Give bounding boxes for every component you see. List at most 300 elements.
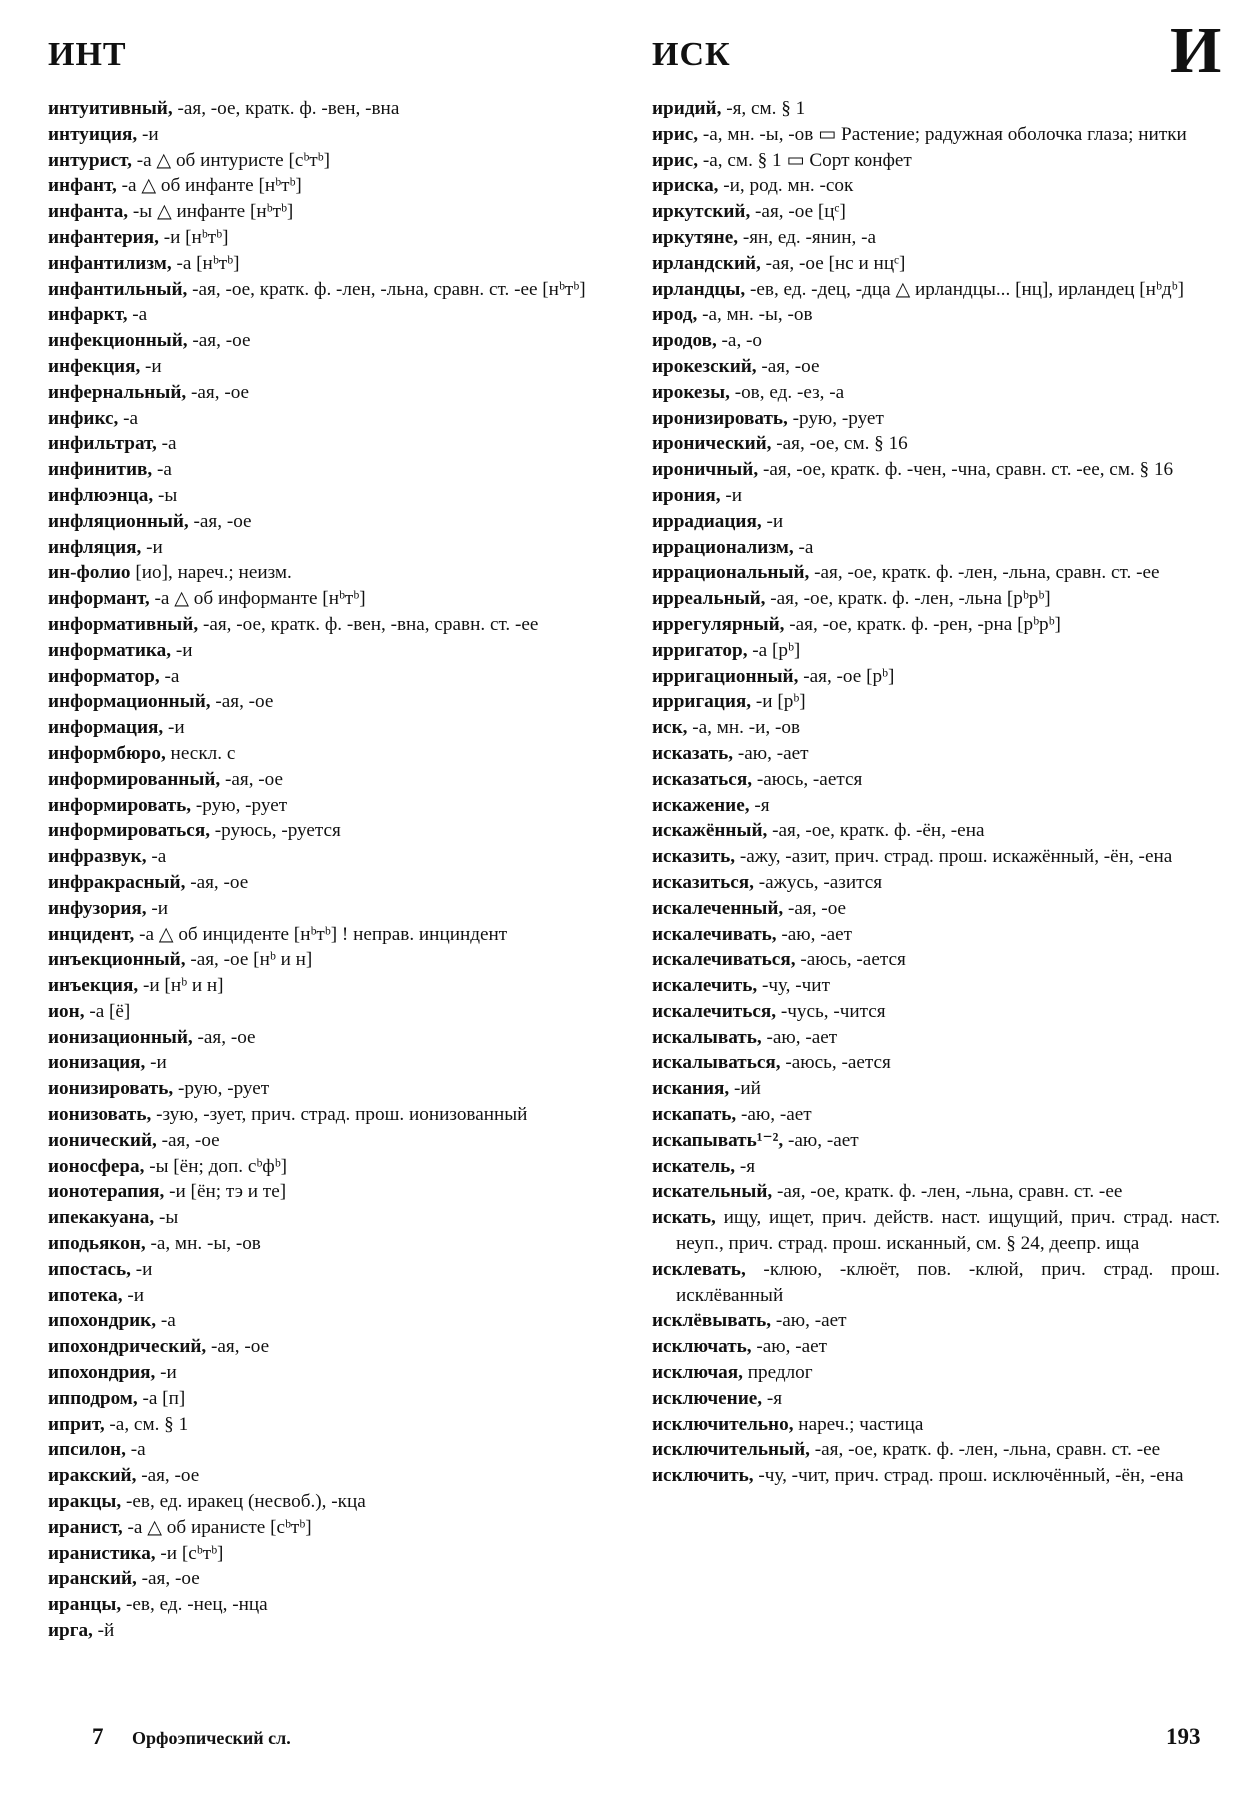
entry-definition: -я, см. § 1 bbox=[721, 98, 806, 119]
dictionary-entry bbox=[48, 973, 614, 999]
entry-definition: нескл. с bbox=[165, 742, 236, 764]
entry-headword: информированный, bbox=[48, 768, 221, 790]
entry-definition: -а △ об инциденте [нᵇтᵇ] ! неправ. инциндент bbox=[134, 923, 508, 945]
entry-definition: -аю, -ает bbox=[733, 742, 809, 764]
dictionary-entry bbox=[48, 1489, 614, 1515]
entry-headword: исклевать, bbox=[652, 1258, 746, 1280]
dictionary-entry bbox=[652, 973, 1220, 999]
entry-definition: -чусь, -чится bbox=[776, 1000, 886, 1022]
left-guide-word: ИНТ bbox=[48, 36, 127, 73]
entry-definition: -чу, -чит bbox=[757, 975, 830, 997]
entry-definition: -ев, ед. -нец, -нца bbox=[121, 1594, 268, 1616]
entry-definition: -ая, -ое bbox=[192, 1026, 256, 1048]
entry-headword: ирис, bbox=[652, 123, 699, 145]
entry-definition: -ая, -ое, кратк. ф. -лен, -льна, сравн. ст. -ее [нᵇтᵇ] bbox=[187, 278, 586, 300]
entry-headword: искалеченный, bbox=[652, 897, 784, 919]
entry-definition: -и bbox=[140, 355, 162, 377]
left-column bbox=[48, 96, 614, 1644]
dictionary-entry bbox=[652, 96, 1220, 122]
entry-definition: -и [сᵇтᵇ] bbox=[155, 1542, 224, 1564]
entry-headword: инфаркт, bbox=[48, 304, 128, 326]
entry-headword: инфантильный, bbox=[48, 278, 188, 300]
dictionary-entry bbox=[48, 1257, 614, 1283]
entry-definition: -ая, -ое, кратк. ф. -лен, -льна [рᵇрᵇ] bbox=[765, 588, 1051, 610]
entry-definition: -чу, -чит, прич. страд. прош. исключённый, -ён, -ена bbox=[753, 1465, 1184, 1487]
dictionary-entry bbox=[48, 225, 614, 251]
dictionary-entry bbox=[652, 302, 1220, 328]
signature-title: Орфоэпический сл. bbox=[132, 1728, 291, 1748]
entry-headword: ирод, bbox=[652, 304, 698, 326]
entry-headword: инцидент, bbox=[48, 923, 135, 945]
dictionary-entry bbox=[652, 1102, 1220, 1128]
entry-headword: ипотека, bbox=[48, 1284, 123, 1306]
entry-headword: информатор, bbox=[48, 665, 160, 687]
dictionary-entry bbox=[48, 560, 614, 586]
entry-definition: предлог bbox=[742, 1362, 813, 1384]
entry-headword: инфракрасный, bbox=[48, 871, 186, 893]
entry-headword: инфинитив, bbox=[48, 459, 153, 481]
entry-definition: -ы bbox=[154, 1207, 179, 1229]
entry-headword: инфильтрат, bbox=[48, 433, 157, 455]
entry-headword: иск, bbox=[652, 717, 688, 739]
entry-headword: исключительно, bbox=[652, 1413, 794, 1435]
dictionary-entry bbox=[652, 122, 1220, 148]
dictionary-entry bbox=[48, 1618, 614, 1644]
entry-definition: -а, мн. -ы, -ов bbox=[697, 304, 813, 326]
entry-headword: иранистика, bbox=[48, 1542, 156, 1564]
dictionary-entry bbox=[652, 251, 1220, 277]
dictionary-entry bbox=[652, 1386, 1220, 1412]
dictionary-entry bbox=[652, 767, 1220, 793]
dictionary-entry bbox=[652, 793, 1220, 819]
entry-headword: исказаться, bbox=[652, 768, 753, 790]
dictionary-entry bbox=[652, 999, 1220, 1025]
dictionary-entry bbox=[48, 1205, 614, 1231]
dictionary-entry bbox=[652, 431, 1220, 457]
entry-headword: ин-фолио bbox=[48, 562, 131, 584]
entry-definition: -ая, -ое bbox=[206, 1336, 270, 1358]
dictionary-entry bbox=[652, 664, 1220, 690]
entry-definition: -ов, ед. -ез, -а bbox=[729, 381, 845, 403]
dictionary-entry bbox=[48, 251, 614, 277]
dictionary-entry bbox=[652, 715, 1220, 741]
dictionary-entry bbox=[652, 1128, 1220, 1154]
dictionary-entry bbox=[48, 767, 614, 793]
entry-definition: -а bbox=[156, 433, 177, 455]
entry-definition: -аю, -ает bbox=[783, 1129, 859, 1151]
page-number: 193 bbox=[1166, 1724, 1201, 1749]
entry-headword: инфекция, bbox=[48, 355, 141, 377]
entry-headword: исказать, bbox=[652, 742, 734, 764]
entry-headword: ионизировать, bbox=[48, 1078, 174, 1100]
dictionary-entry bbox=[48, 1515, 614, 1541]
dictionary-entry bbox=[48, 380, 614, 406]
entry-headword: ирригация, bbox=[652, 691, 752, 713]
entry-headword: инфанта, bbox=[48, 201, 129, 223]
entry-definition: -клюю, -клюёт, пов. -клюй, прич. страд. прош. исклёванный bbox=[676, 1258, 1220, 1306]
entry-headword: иррациональный, bbox=[652, 562, 810, 584]
dictionary-entry bbox=[48, 535, 614, 561]
entry-headword: ирландцы, bbox=[652, 278, 746, 300]
dictionary-entry bbox=[652, 328, 1220, 354]
dictionary-entry bbox=[48, 922, 614, 948]
entry-definition: -и bbox=[155, 1362, 177, 1384]
entry-definition: -я bbox=[762, 1387, 783, 1409]
entry-headword: иранский, bbox=[48, 1568, 137, 1590]
dictionary-entry bbox=[48, 96, 614, 122]
entry-definition: -ая, -ое [нᵇ и н] bbox=[185, 949, 313, 971]
entry-headword: иродов, bbox=[652, 330, 717, 352]
entry-definition: -ая, -ое bbox=[210, 691, 274, 713]
entry-headword: исключительный, bbox=[652, 1439, 810, 1461]
dictionary-entry bbox=[652, 741, 1220, 767]
entry-headword: иранцы, bbox=[48, 1594, 122, 1616]
entry-definition: -ая, -ое bbox=[188, 510, 252, 532]
entry-definition: -я bbox=[735, 1155, 756, 1177]
entry-definition: -и bbox=[122, 1284, 145, 1306]
entry-definition: -и [нᵇ и н] bbox=[138, 975, 224, 997]
entry-definition: -а, см. § 1 ▭ Сорт конфет bbox=[698, 149, 912, 171]
dictionary-entry bbox=[48, 199, 614, 225]
entry-headword: ирригационный, bbox=[652, 665, 799, 687]
entry-headword: ирландский, bbox=[652, 252, 761, 274]
dictionary-entry bbox=[48, 1154, 614, 1180]
entry-headword: инъекция, bbox=[48, 975, 139, 997]
entry-definition: -и bbox=[720, 484, 743, 506]
entry-headword: ириска, bbox=[652, 175, 719, 197]
dictionary-entry bbox=[48, 1231, 614, 1257]
dictionary-entry bbox=[48, 1128, 614, 1154]
entry-definition: -зую, -зует, прич. страд. прош. ионизованный bbox=[151, 1104, 528, 1126]
entry-headword: инфлюэнца, bbox=[48, 484, 154, 506]
entry-definition: -и bbox=[761, 510, 784, 532]
entry-definition: -я bbox=[749, 794, 770, 816]
dictionary-entry bbox=[48, 844, 614, 870]
dictionary-entry bbox=[48, 354, 614, 380]
entry-headword: иприт, bbox=[48, 1413, 105, 1435]
entry-headword: искалываться, bbox=[652, 1052, 781, 1074]
entry-definition: -а, мн. -ы, -ов ▭ Растение; радужная оболочка глаза; нитки bbox=[698, 123, 1187, 145]
dictionary-entry bbox=[48, 483, 614, 509]
dictionary-entry bbox=[48, 638, 614, 664]
entry-definition: -аю, -ает bbox=[751, 1336, 828, 1358]
entry-headword: иронизировать, bbox=[652, 407, 788, 429]
entry-headword: ипостась, bbox=[48, 1258, 131, 1280]
entry-headword: ионизация, bbox=[48, 1052, 146, 1074]
entry-definition: -аю, -ает bbox=[736, 1104, 812, 1126]
dictionary-entry bbox=[48, 302, 614, 328]
dictionary-entry bbox=[652, 896, 1220, 922]
entry-definition: -а [рᵇ] bbox=[747, 639, 801, 661]
entry-headword: ирга, bbox=[48, 1620, 93, 1642]
dictionary-entry bbox=[48, 1025, 614, 1051]
entry-headword: ионосфера, bbox=[48, 1155, 145, 1177]
dictionary-entry bbox=[48, 715, 614, 741]
entry-headword: иркутский, bbox=[652, 201, 751, 223]
entry-headword: инфузория, bbox=[48, 897, 147, 919]
entry-definition: -ая, -ое, кратк. ф. -лен, -льна, сравн. ст. -ее bbox=[772, 1181, 1123, 1203]
entry-headword: ирокезский, bbox=[652, 355, 757, 377]
dictionary-entry bbox=[652, 818, 1220, 844]
entry-headword: ипсилон, bbox=[48, 1439, 126, 1461]
entry-definition: -ая, -ое, см. § 16 bbox=[771, 433, 908, 455]
entry-headword: исклёвывать, bbox=[652, 1310, 772, 1332]
entry-headword: искалечить, bbox=[652, 975, 758, 997]
entry-definition: -руюсь, -руется bbox=[210, 820, 341, 842]
dictionary-entry bbox=[652, 1205, 1220, 1257]
entry-headword: иракский, bbox=[48, 1465, 137, 1487]
dictionary-entry bbox=[48, 1386, 614, 1412]
entry-headword: исказиться, bbox=[652, 871, 754, 893]
entry-headword: инфляционный, bbox=[48, 510, 189, 532]
entry-definition: -ая, -ое bbox=[185, 871, 249, 893]
dictionary-entry bbox=[48, 1334, 614, 1360]
entry-headword: информант, bbox=[48, 588, 150, 610]
entry-headword: искательный, bbox=[652, 1181, 773, 1203]
entry-definition: -ая, -ое, кратк. ф. -лен, -льна, сравн. ст. -ее bbox=[809, 1439, 1161, 1461]
entry-definition: -ев, ед. иракец (несвоб.), -кца bbox=[121, 1491, 366, 1513]
entry-definition: -ажусь, -азится bbox=[753, 871, 883, 893]
dictionary-entry bbox=[48, 664, 614, 690]
entry-headword: ион, bbox=[48, 1000, 85, 1022]
entry-definition: -а, мн. -и, -ов bbox=[687, 717, 801, 739]
entry-headword: интуитивный, bbox=[48, 98, 173, 119]
dictionary-entry bbox=[652, 1076, 1220, 1102]
entry-headword: исключить, bbox=[652, 1465, 754, 1487]
entry-definition: -а [ё] bbox=[84, 1000, 131, 1022]
entry-headword: инфант, bbox=[48, 175, 117, 197]
dictionary-entry bbox=[48, 509, 614, 535]
entry-definition: -ян, ед. -янин, -а bbox=[738, 226, 877, 248]
entry-definition: -и bbox=[141, 536, 163, 558]
entry-definition: -а △ об инфанте [нᵇтᵇ] bbox=[116, 175, 302, 197]
dictionary-entry bbox=[652, 844, 1220, 870]
entry-headword: иранист, bbox=[48, 1516, 123, 1538]
entry-definition: -ая, -ое bbox=[220, 768, 284, 790]
entry-definition: -аюсь, -ается bbox=[795, 949, 906, 971]
entry-definition: -рую, -рует bbox=[173, 1078, 270, 1100]
entry-headword: инфразвук, bbox=[48, 846, 147, 868]
entry-definition: -и [ён; тэ и те] bbox=[164, 1181, 287, 1203]
entry-headword: ирония, bbox=[652, 484, 721, 506]
dictionary-entry bbox=[48, 1412, 614, 1438]
entry-headword: иподьякон, bbox=[48, 1233, 146, 1255]
entry-definition: -ая, -ое, кратк. ф. -ён, -ена bbox=[767, 820, 985, 842]
dictionary-entry bbox=[652, 1437, 1220, 1463]
entry-headword: иррадиация, bbox=[652, 510, 762, 532]
entry-headword: ипекакуана, bbox=[48, 1207, 155, 1229]
entry-definition: -а bbox=[146, 846, 167, 868]
dictionary-entry bbox=[652, 277, 1220, 303]
entry-headword: ипохондрия, bbox=[48, 1362, 156, 1384]
entry-definition: -ы △ инфанте [нᵇтᵇ] bbox=[128, 201, 294, 223]
entry-headword: искапывать¹⁻², bbox=[652, 1129, 784, 1151]
entry-definition: -а bbox=[127, 304, 148, 326]
entry-definition: -ий bbox=[729, 1078, 761, 1100]
entry-headword: иркутяне, bbox=[652, 226, 739, 248]
entry-definition: -аю, -ает bbox=[771, 1310, 847, 1332]
entry-headword: ионизационный, bbox=[48, 1026, 193, 1048]
entry-definition: -ая, -ое bbox=[756, 355, 820, 377]
dictionary-entry bbox=[652, 1360, 1220, 1386]
dictionary-entry bbox=[48, 122, 614, 148]
entry-headword: исключать, bbox=[652, 1336, 752, 1358]
dictionary-entry bbox=[48, 1566, 614, 1592]
dictionary-entry bbox=[652, 947, 1220, 973]
entry-definition: -ая, -ое bbox=[187, 330, 251, 352]
entry-headword: иридий, bbox=[652, 98, 722, 119]
entry-headword: информбюро, bbox=[48, 742, 166, 764]
dictionary-entry bbox=[48, 612, 614, 638]
dictionary-entry bbox=[48, 1050, 614, 1076]
dictionary-entry bbox=[48, 457, 614, 483]
entry-headword: ионизовать, bbox=[48, 1104, 152, 1126]
entry-headword: иррационализм, bbox=[652, 536, 794, 558]
entry-headword: инфантерия, bbox=[48, 226, 159, 248]
dictionary-entry bbox=[652, 173, 1220, 199]
entry-headword: информировать, bbox=[48, 794, 192, 816]
entry-definition: -а, см. § 1 bbox=[104, 1413, 189, 1435]
entry-headword: интуиция, bbox=[48, 123, 138, 145]
dictionary-entry bbox=[48, 870, 614, 896]
entry-definition: -а [нᵇтᵇ] bbox=[171, 252, 240, 274]
dictionary-entry bbox=[48, 896, 614, 922]
dictionary-entry bbox=[652, 535, 1220, 561]
entry-headword: искалывать, bbox=[652, 1026, 762, 1048]
entry-definition: -рую, -рует bbox=[191, 794, 288, 816]
right-guide-word: ИСК bbox=[652, 36, 731, 73]
entry-definition: -и bbox=[171, 639, 193, 661]
dictionary-entry bbox=[48, 1463, 614, 1489]
dictionary-entry bbox=[48, 947, 614, 973]
section-letter: И bbox=[1170, 14, 1222, 87]
entry-headword: исключение, bbox=[652, 1387, 763, 1409]
entry-definition: -а, -о bbox=[716, 330, 763, 352]
entry-headword: инфикс, bbox=[48, 407, 119, 429]
dictionary-entry bbox=[652, 638, 1220, 664]
dictionary-entry bbox=[652, 560, 1220, 586]
entry-definition: -а bbox=[118, 407, 139, 429]
entry-definition: -ая, -ое, кратк. ф. -лен, -льна, сравн. ст. -ее bbox=[809, 562, 1160, 584]
dictionary-entry bbox=[652, 483, 1220, 509]
entry-headword: ипподром, bbox=[48, 1387, 138, 1409]
entry-definition: -ы bbox=[153, 484, 178, 506]
dictionary-entry bbox=[48, 431, 614, 457]
entry-definition: -а, мн. -ы, -ов bbox=[145, 1233, 261, 1255]
entry-headword: инфантилизм, bbox=[48, 252, 172, 274]
dictionary-entry bbox=[48, 1360, 614, 1386]
entry-definition: ищу, ищет, прич. действ. наст. ищущий, прич. страд. наст. неуп., прич. страд. прош. исканный, см. § 24, деепр. ища bbox=[676, 1207, 1220, 1255]
dictionary-entry bbox=[48, 1102, 614, 1128]
dictionary-entry bbox=[652, 406, 1220, 432]
entry-headword: ионотерапия, bbox=[48, 1181, 165, 1203]
dictionary-entry bbox=[652, 1463, 1220, 1489]
entry-definition: -ая, -ое bbox=[136, 1568, 200, 1590]
dictionary-entry bbox=[48, 818, 614, 844]
dictionary-entry bbox=[652, 586, 1220, 612]
dictionary-entry bbox=[652, 1179, 1220, 1205]
entry-headword: искажённый, bbox=[652, 820, 768, 842]
entry-definition: -ая, -ое bbox=[186, 381, 250, 403]
entry-definition: -ая, -ое [рᵇ] bbox=[798, 665, 895, 687]
entry-definition: -аю, -ает bbox=[776, 923, 853, 945]
entry-headword: информатика, bbox=[48, 639, 172, 661]
dictionary-entry bbox=[652, 1412, 1220, 1438]
entry-definition: -и [нᵇтᵇ] bbox=[158, 226, 229, 248]
entry-headword: ирокезы, bbox=[652, 381, 730, 403]
dictionary-entry bbox=[652, 612, 1220, 638]
entry-headword: ипохондрик, bbox=[48, 1310, 157, 1332]
entry-headword: искатель, bbox=[652, 1155, 736, 1177]
dictionary-entry bbox=[48, 148, 614, 174]
entry-definition: -ы [ён; доп. сᵇфᵇ] bbox=[144, 1155, 288, 1177]
entry-headword: ипохондрический, bbox=[48, 1336, 207, 1358]
dictionary-entry bbox=[48, 689, 614, 715]
dictionary-entry bbox=[48, 999, 614, 1025]
dictionary-entry bbox=[48, 277, 614, 303]
dictionary-entry bbox=[48, 1592, 614, 1618]
dictionary-entry bbox=[652, 1025, 1220, 1051]
entry-headword: искалечиваться, bbox=[652, 949, 796, 971]
right-column bbox=[652, 96, 1220, 1489]
entry-definition: -и bbox=[145, 1052, 167, 1074]
entry-definition: -и bbox=[146, 897, 169, 919]
dictionary-entry bbox=[652, 148, 1220, 174]
entry-headword: ирис, bbox=[652, 149, 699, 171]
entry-definition: -ев, ед. -дец, -дца △ ирландцы... [нц], ирландец [нᵇдᵇ] bbox=[745, 278, 1184, 300]
entry-headword: искать, bbox=[652, 1207, 716, 1229]
entry-headword: интурист, bbox=[48, 149, 132, 171]
entry-headword: иррегулярный, bbox=[652, 613, 785, 635]
entry-definition: -аю, -ает bbox=[761, 1026, 838, 1048]
entry-headword: информационный, bbox=[48, 691, 211, 713]
dictionary-entry bbox=[652, 922, 1220, 948]
entry-definition: -а △ об информанте [нᵇтᵇ] bbox=[149, 588, 366, 610]
signature-number: 7 bbox=[92, 1724, 104, 1749]
dictionary-entry bbox=[48, 1541, 614, 1567]
entry-headword: ироничный, bbox=[652, 459, 759, 481]
dictionary-entry bbox=[48, 1076, 614, 1102]
entry-definition: -и bbox=[130, 1258, 153, 1280]
entry-headword: инфляция, bbox=[48, 536, 142, 558]
dictionary-entry bbox=[48, 328, 614, 354]
dictionary-entry bbox=[48, 173, 614, 199]
entry-definition: -ажу, -азит, прич. страд. прош. искажённый, -ён, -ена bbox=[735, 846, 1173, 868]
dictionary-entry bbox=[652, 870, 1220, 896]
entry-definition: -аюсь, -ается bbox=[752, 768, 863, 790]
dictionary-entry bbox=[652, 1257, 1220, 1309]
dictionary-entry bbox=[48, 1437, 614, 1463]
entry-definition: -ая, -ое [цᶜ] bbox=[750, 201, 846, 223]
entry-definition: -и [рᵇ] bbox=[751, 691, 806, 713]
entry-headword: исключая, bbox=[652, 1362, 743, 1384]
dictionary-entry bbox=[652, 1334, 1220, 1360]
dictionary-entry bbox=[652, 199, 1220, 225]
dictionary-entry bbox=[652, 689, 1220, 715]
entry-headword: искания, bbox=[652, 1078, 730, 1100]
dictionary-entry bbox=[48, 741, 614, 767]
entry-definition: -и bbox=[163, 717, 185, 739]
entry-definition: -а bbox=[159, 665, 180, 687]
entry-definition: -ая, -ое bbox=[136, 1465, 200, 1487]
entry-definition: [ио], нареч.; неизм. bbox=[130, 562, 292, 584]
entry-headword: информация, bbox=[48, 717, 164, 739]
entry-definition: -а bbox=[152, 459, 172, 481]
entry-headword: ирреальный, bbox=[652, 588, 766, 610]
dictionary-entry bbox=[48, 586, 614, 612]
entry-definition: -а bbox=[156, 1310, 176, 1332]
entry-definition: -ая, -ое bbox=[156, 1129, 220, 1151]
